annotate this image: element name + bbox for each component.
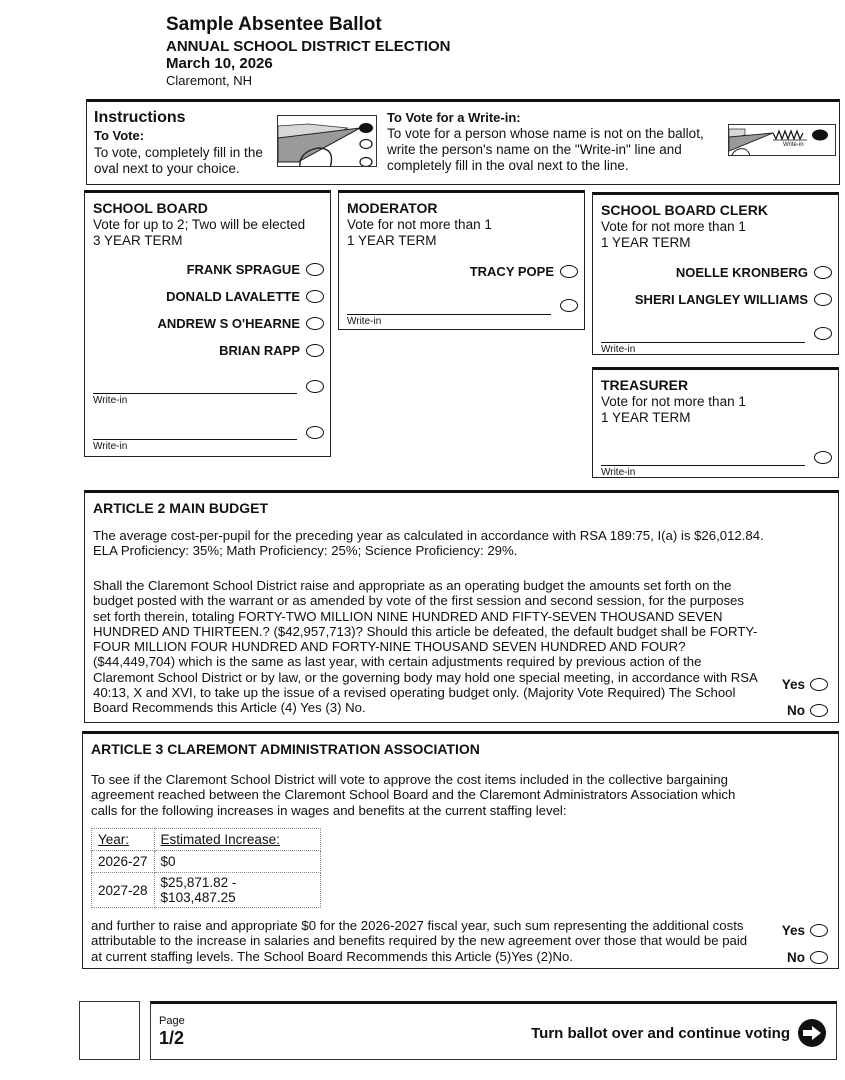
contest-title: SCHOOL BOARD CLERK — [601, 202, 768, 218]
writein-vote-oval[interactable] — [560, 299, 578, 312]
no-option[interactable] — [787, 703, 828, 718]
candidate-option[interactable] — [158, 316, 325, 331]
election-date: March 10, 2026 — [166, 55, 273, 72]
yes-option[interactable] — [782, 923, 828, 938]
yes-oval[interactable] — [810, 678, 828, 691]
candidate-option[interactable] — [187, 262, 324, 277]
vote-oval[interactable] — [306, 344, 324, 357]
table-header: Estimated Increase: — [154, 829, 320, 851]
candidate-option[interactable] — [219, 343, 324, 358]
to-vote-label: To Vote: — [94, 128, 145, 143]
table-row — [92, 851, 321, 873]
vote-oval[interactable] — [306, 263, 324, 276]
arrow-right-icon — [798, 1019, 826, 1047]
contest-moderator — [338, 190, 585, 330]
term-length: 3 YEAR TERM — [93, 233, 183, 248]
table-header-row — [92, 829, 321, 851]
writein-vote-oval[interactable] — [814, 327, 832, 340]
instructions-heading: Instructions — [94, 109, 186, 126]
table-row — [92, 873, 321, 908]
fill-oval-illustration-icon — [277, 115, 377, 167]
vote-oval[interactable] — [306, 290, 324, 303]
article-text: The average cost-per-pupil for the preceding year as calculated in accordance with RSA 189:75, I(a) is $26,012.84. ELA Proficiency: 35%; Math Proficiency: 25%; Science Proficiency: 29%. — [93, 528, 764, 559]
vote-oval[interactable] — [560, 265, 578, 278]
ballot-stub-box — [79, 1001, 140, 1060]
candidate-name: TRACY POPE — [469, 264, 554, 279]
article-title: ARTICLE 2 MAIN BUDGET — [93, 500, 268, 516]
no-option[interactable] — [787, 950, 828, 965]
term-length: 1 YEAR TERM — [601, 235, 691, 250]
contest-school-board-clerk — [592, 192, 839, 355]
candidate-option[interactable] — [470, 264, 578, 279]
vote-for-instructions: Vote for not more than 1 — [347, 217, 492, 232]
contest-school-board — [84, 190, 331, 457]
election-location: Claremont, NH — [166, 73, 252, 88]
writein-label: Write-in — [601, 344, 636, 355]
writein-line[interactable] — [93, 439, 297, 440]
estimated-increase-table — [91, 828, 321, 908]
writein-instructions-text: To vote for a person whose name is not on the ballot, write the person's name on the "Write-in" line and completely fill in the oval next to the line. — [387, 126, 704, 173]
turn-over-text: Turn ballot over and continue voting — [531, 1024, 790, 1042]
vote-for-instructions: Vote for up to 2; Two will be elected — [93, 217, 306, 232]
article-text: To see if the Claremont School District will vote to approve the cost items included in the collective bargaining agreement reached between the Claremont School Board and the Claremont Administrators Association which calls for the following increases in wages and benefits at the current staffing level: — [91, 772, 736, 818]
writein-vote-oval[interactable] — [306, 380, 324, 393]
to-vote-text: To vote, completely fill in the oval next to your choice. — [94, 145, 263, 176]
article-title: ARTICLE 3 CLAREMONT ADMINISTRATION ASSOCIATION — [91, 741, 480, 757]
vote-for-instructions: Vote for not more than 1 — [601, 394, 746, 409]
yes-label: Yes — [781, 923, 805, 938]
writein-line[interactable] — [347, 314, 551, 315]
candidate-name: DONALD LAVALETTE — [166, 289, 300, 304]
table-cell: 2027-28 — [92, 873, 155, 908]
article-text: Shall the Claremont School District raise and appropriate as an operating budget the amounts set forth on the budget posted with the warrant or as amended by vote of the first session and second session, for the purposes set forth therein, totaling FORTY-TWO MILLION NINE HUNDRED AND FIFTY-SEVEN THOUSAND SEVEN HUNDRED AND THIRTEEN.? ($42,957,713)? Should this article be defeated, the default budget shall be FORTY-FOUR MILLION FOUR HUNDRED AND FORTY-NINE THOUSAND SEVEN HUNDRED AND FOUR? ($44,449,704) which is the same as last year, with certain adjustments required by previous action of the Claremont School District or by law, or the governing body may hold one special meeting, in accordance with RSA 40:13, X and XVI, to take up the issue of a revised operating budget only. (Majority Vote Required) The School Board Recommends this Article (4) Yes (3) No. — [93, 578, 758, 716]
writein-label: Write-in — [93, 441, 128, 452]
yes-label: Yes — [781, 677, 805, 692]
no-label: No — [787, 703, 805, 718]
article-text: and further to raise and appropriate $0 for the 2026-2027 fiscal year, such sum representing the additional costs attributable to the increase in salaries and benefits required by the new agreement over those that would be paid at current staffing levels. The School Board Recommends this Article (5)Yes (2)No. — [91, 918, 748, 964]
writein-illustration-icon — [728, 124, 836, 156]
table-header: Year: — [92, 829, 155, 851]
vote-oval[interactable] — [306, 317, 324, 330]
turn-over-notice — [531, 1019, 826, 1047]
writein-line[interactable] — [601, 465, 805, 466]
candidate-name: BRIAN RAPP — [219, 343, 300, 358]
instructions-box — [86, 99, 840, 185]
vote-for-instructions: Vote for not more than 1 — [601, 219, 746, 234]
table-cell: $25,871.82 - $103,487.25 — [154, 873, 320, 908]
vote-oval[interactable] — [814, 266, 832, 279]
article-3-administration-association — [82, 731, 839, 969]
candidate-option[interactable] — [676, 265, 832, 280]
writein-label: Write-in — [601, 467, 636, 478]
writein-illustration-label: Write-in — [783, 142, 804, 148]
candidate-name: FRANK SPRAGUE — [186, 262, 300, 277]
election-name: ANNUAL SCHOOL DISTRICT ELECTION — [166, 38, 451, 55]
table-cell: $0 — [154, 851, 320, 873]
writein-line[interactable] — [93, 393, 297, 394]
writein-vote-oval[interactable] — [814, 451, 832, 464]
page-label: Page — [159, 1015, 185, 1027]
candidate-option[interactable] — [166, 289, 324, 304]
page-footer — [150, 1001, 837, 1060]
writein-label: Write-in — [347, 316, 382, 327]
contest-title: SCHOOL BOARD — [93, 200, 208, 216]
no-label: No — [787, 950, 805, 965]
term-length: 1 YEAR TERM — [347, 233, 437, 248]
yes-oval[interactable] — [810, 924, 828, 937]
writein-instructions-heading: To Vote for a Write-in: — [387, 110, 521, 125]
writein-label: Write-in — [93, 395, 128, 406]
candidate-option[interactable] — [635, 292, 832, 307]
no-oval[interactable] — [810, 951, 828, 964]
candidate-name: NOELLE KRONBERG — [675, 265, 808, 280]
term-length: 1 YEAR TERM — [601, 410, 691, 425]
writein-line[interactable] — [601, 342, 805, 343]
no-oval[interactable] — [810, 704, 828, 717]
article-2-main-budget — [84, 490, 839, 723]
ballot-title: Sample Absentee Ballot — [166, 14, 382, 35]
yes-option[interactable] — [782, 677, 828, 692]
vote-oval[interactable] — [814, 293, 832, 306]
writein-vote-oval[interactable] — [306, 426, 324, 439]
table-cell: 2026-27 — [92, 851, 155, 873]
page-number: 1/2 — [159, 1028, 185, 1048]
contest-treasurer — [592, 367, 839, 478]
contest-title: MODERATOR — [347, 200, 438, 216]
contest-title: TREASURER — [601, 377, 689, 393]
candidate-name: SHERI LANGLEY WILLIAMS — [634, 292, 808, 307]
candidate-name: ANDREW S O'HEARNE — [157, 316, 300, 331]
